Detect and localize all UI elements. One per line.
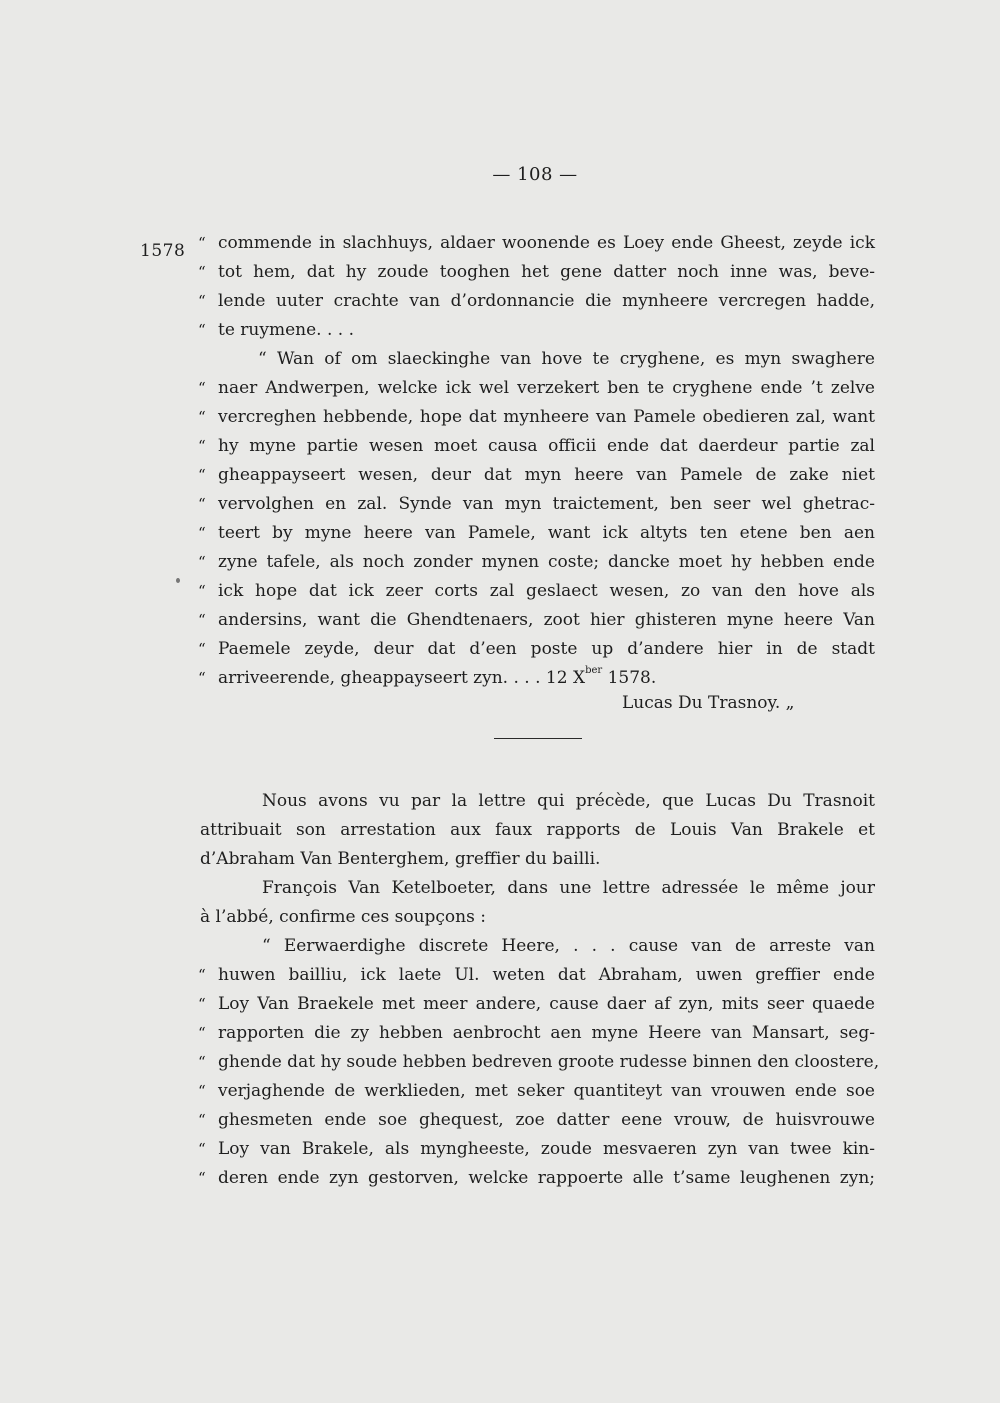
letter-line: ghende dat hy soude hebben bedreven groote rudesse binnen den cloostere, (218, 1052, 880, 1072)
letter-line: Paemele zeyde, deur dat d’een poste up d’andere hier in de stadt (218, 639, 875, 659)
letter-line: Loy van Brakele, als myngheeste, zoude mesvaeren zyn van twee kin- (218, 1139, 875, 1159)
quote-mark: “ (198, 495, 206, 513)
quote-mark: “ (198, 966, 206, 984)
quote-mark: “ (198, 234, 206, 252)
quote-mark: “ (198, 292, 206, 310)
paragraph-line: attribuait son arrestation aux faux rapports de Louis Van Brakele et (200, 820, 875, 840)
letter-line: gheappayseert wesen, deur dat myn heere van Pamele de zake niet (218, 465, 875, 485)
paragraph-line: d’Abraham Van Benterghem, greffier du bailli. (200, 849, 601, 869)
ink-speck (176, 578, 180, 583)
quote-mark: “ (198, 379, 206, 397)
letter-line: ick hope dat ick zeer corts zal geslaect wesen, zo van den hove als (218, 581, 875, 601)
letter-line: naer Andwerpen, welcke ick wel verzekert ben te cryghene ende ’t zelve (218, 378, 875, 398)
quote-mark: “ (198, 1053, 206, 1071)
quote-mark: “ (198, 466, 206, 484)
letter-final-text: arriveerende, gheappayseert zyn. . . . 12 X (218, 668, 586, 688)
superscript-ber: ber (585, 665, 603, 676)
letter-final-year: 1578. (602, 668, 657, 688)
quote-mark: “ (198, 553, 206, 571)
letter-line: teert by myne heere van Pamele, want ick altyts ten etene ben aen (218, 523, 875, 543)
page-number: — 108 — (492, 164, 578, 185)
quote-mark: “ (198, 1024, 206, 1042)
margin-year: 1578 (140, 241, 186, 261)
letter-line: rapporten die zy hebben aenbrocht aen myne Heere van Mansart, seg- (218, 1023, 875, 1043)
quote-mark: “ (198, 611, 206, 629)
signature: Lucas Du Trasnoy. „ (622, 693, 795, 713)
letter-line: verjaghende de werklieden, met seker quantiteyt van vrouwen ende soe (218, 1081, 875, 1101)
paragraph-line: Nous avons vu par la lettre qui précède, que Lucas Du Trasnoit (262, 791, 875, 811)
quote-mark: “ (198, 524, 206, 542)
letter-line: andersins, want die Ghendtenaers, zoot hier ghisteren myne heere Van (218, 610, 875, 630)
quote-mark: “ (198, 995, 206, 1013)
quote-mark: “ (198, 263, 206, 281)
letter-line: Loy Van Braekele met meer andere, cause daer af zyn, mits seer quaede (218, 994, 875, 1014)
quote-mark: “ (198, 1082, 206, 1100)
letter-line: commende in slachhuys, aldaer woonende es Loey ende Gheest, zeyde ick (218, 233, 875, 253)
quote-mark: “ (198, 1111, 206, 1129)
letter-line: huwen bailliu, ick laete Ul. weten dat Abraham, uwen greffier ende (218, 965, 875, 985)
letter-line: lende uuter crachte van d’ordonnancie die mynheere vercregen hadde, (218, 291, 875, 311)
quote-mark: “ (198, 321, 206, 339)
letter-final-line (218, 664, 875, 692)
letter-line: tot hem, dat hy zoude tooghen het gene datter noch inne was, beve- (218, 262, 875, 282)
letter-line: vervolghen en zal. Synde van myn traictement, ben seer wel ghetrac- (218, 494, 875, 514)
quote-mark: “ (198, 1140, 206, 1158)
quote-mark: “ (198, 640, 206, 658)
letter-line: “ Eerwaerdighe discrete Heere, . . . cause van de arreste van (262, 936, 875, 956)
letter-line: ghesmeten ende soe ghequest, zoe datter eene vrouw, de huisvrouwe (218, 1110, 875, 1130)
quote-mark: “ (198, 408, 206, 426)
section-separator (494, 738, 582, 739)
quote-mark: “ (198, 437, 206, 455)
quote-mark: “ (198, 582, 206, 600)
letter-line: hy myne partie wesen moet causa officii ende dat daerdeur partie zal (218, 436, 875, 456)
letter-line: “ Wan of om slaeckinghe van hove te cryghene, es myn swaghere (258, 349, 875, 369)
letter-line: deren ende zyn gestorven, welcke rappoerte alle t’same leughenen zyn; (218, 1168, 875, 1188)
quote-mark: “ (198, 669, 206, 687)
quote-mark: “ (198, 1169, 206, 1187)
letter-line: vercreghen hebbende, hope dat mynheere van Pamele obedieren zal, want (218, 407, 875, 427)
paragraph-line: François Van Ketelboeter, dans une lettre adressée le même jour (262, 878, 875, 898)
letter-line: zyne tafele, als noch zonder mynen coste; dancke moet hy hebben ende (218, 552, 875, 572)
paragraph-line: à l’abbé, confirme ces soupçons : (200, 907, 486, 927)
letter-line: te ruymene. . . . (218, 320, 354, 340)
